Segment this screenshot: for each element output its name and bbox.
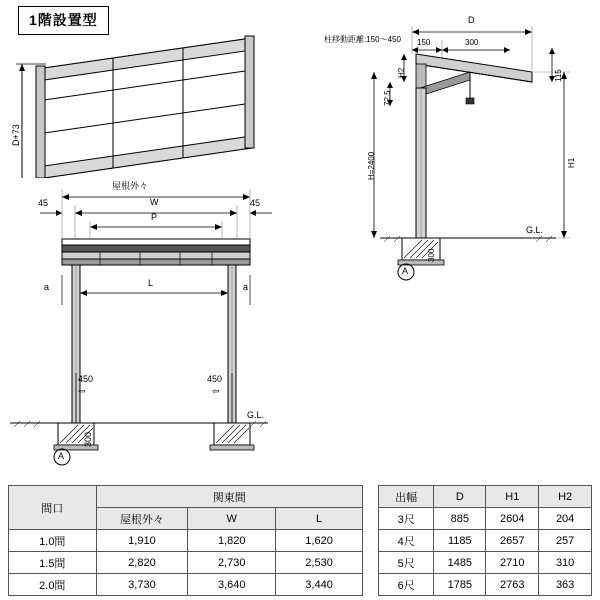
th-dehaba: 出幅 (379, 486, 434, 508)
table-row (379, 552, 592, 574)
post-height-right-label: 450 (207, 374, 223, 384)
side-h1-label: H1 (567, 157, 576, 168)
cell-maguchi: 2.0間 (9, 574, 97, 596)
dim-300-label: 300 (465, 38, 479, 47)
l-label: L (148, 278, 154, 288)
plan-section-view (0, 175, 300, 480)
a-label-right: a (243, 282, 249, 292)
th-h2: H2 (539, 486, 592, 508)
dim-150-label: 150 (417, 38, 431, 47)
cell-d: 1185 (434, 530, 486, 552)
arrow-right-icon: ⇦ (212, 386, 220, 396)
cell-h1: 2604 (486, 508, 539, 530)
th-h1: H1 (486, 486, 539, 508)
side-h2-label: H2 (397, 67, 406, 78)
cell-dehaba: 6尺 (379, 574, 434, 596)
side-d-label: D (468, 15, 475, 25)
cell-h2: 204 (539, 508, 592, 530)
front-elevation-view (0, 28, 300, 178)
th-l: L (276, 508, 363, 530)
cell-l: 1,620 (276, 530, 363, 552)
cell-d: 885 (434, 508, 486, 530)
cell-roof: 1,910 (96, 530, 188, 552)
cell-maguchi: 1.0間 (9, 530, 97, 552)
table-row (9, 552, 363, 574)
th-roof-outer: 屋根外々 (96, 508, 188, 530)
cell-roof: 2,820 (96, 552, 188, 574)
cell-h1: 2763 (486, 574, 539, 596)
page-title: 1階設置型 (18, 6, 109, 35)
cell-l: 2,530 (276, 552, 363, 574)
cell-w: 3,640 (188, 574, 276, 596)
eave-left-label: 45 (38, 198, 49, 208)
table-row (9, 574, 363, 596)
cell-dehaba: 5尺 (379, 552, 434, 574)
pillar-move-label: 柱移動距離:150～450 (324, 35, 401, 44)
cell-h1: 2657 (486, 530, 539, 552)
projection-table (378, 485, 592, 596)
cell-l: 3,440 (276, 574, 363, 596)
cell-w: 2,730 (188, 552, 276, 574)
th-maguchi: 間口 (9, 486, 97, 530)
cell-maguchi: 1.5間 (9, 552, 97, 574)
side-gl-label: G.L. (526, 225, 544, 235)
w-label: W (150, 197, 159, 207)
th-d: D (434, 486, 486, 508)
plan-footing-depth-label: 300 (83, 431, 93, 447)
size-table-kanto (8, 485, 363, 596)
side-elevation-view (320, 10, 600, 310)
eave-right-label: 45 (250, 198, 261, 208)
cell-d: 1485 (434, 552, 486, 574)
side-footing-depth-label: 300 (427, 248, 436, 262)
cell-h2: 257 (539, 530, 592, 552)
th-kantouma: 関東間 (96, 486, 362, 508)
p-label: P (151, 212, 158, 222)
roof-outer-label: 屋根外々 (112, 181, 149, 191)
side-footing-label: A (402, 266, 409, 276)
table-row (379, 530, 592, 552)
arrow-left-icon: ⇦ (78, 386, 86, 396)
side-h-label: H=2400 (367, 151, 376, 180)
cell-h1: 2710 (486, 552, 539, 574)
post-height-left-label: 450 (78, 374, 94, 384)
a-label-left: a (44, 282, 50, 292)
cell-h2: 363 (539, 574, 592, 596)
table-row (9, 530, 363, 552)
table-row (379, 508, 592, 530)
th-w: W (188, 508, 276, 530)
cell-w: 1,820 (188, 530, 276, 552)
table-row (379, 574, 592, 596)
cell-h2: 310 (539, 552, 592, 574)
plan-footing-label: A (58, 451, 65, 461)
front-depth-label: D+73 (11, 124, 21, 146)
plan-gl-label: G.L. (247, 410, 265, 420)
cell-d: 1785 (434, 574, 486, 596)
cell-dehaba: 4尺 (379, 530, 434, 552)
dim-115-label: 115 (554, 69, 563, 82)
cell-dehaba: 3尺 (379, 508, 434, 530)
dim-725-label: 72.5 (383, 90, 392, 106)
cell-roof: 3,730 (96, 574, 188, 596)
